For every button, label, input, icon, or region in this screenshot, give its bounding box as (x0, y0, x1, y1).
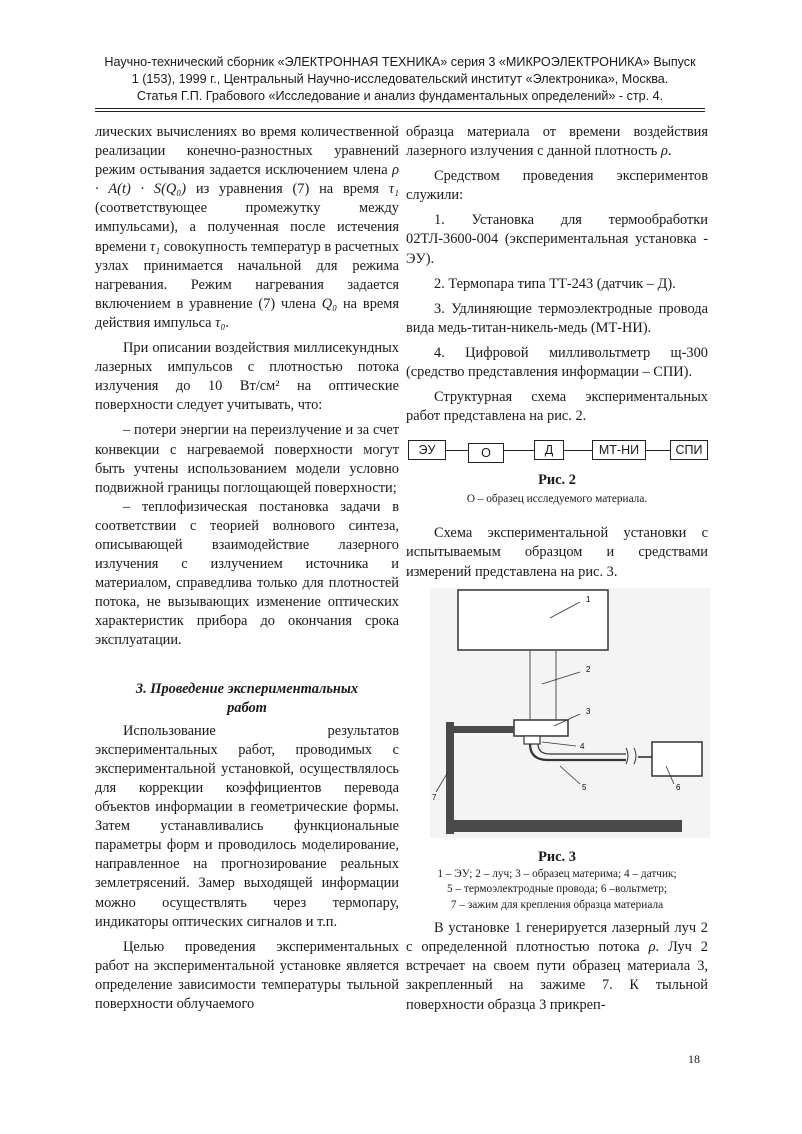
sensor-block (524, 736, 540, 744)
clamp-post (446, 722, 454, 834)
text-run: на время действия импульса (95, 295, 399, 331)
running-header (80, 54, 720, 105)
figure-3-photo (430, 588, 710, 838)
left-paragraph-5: Использование результатов экспериментальных работ, проводимых с экспериментальной установкой, осуществлялось для коррекции коэффициентов перевода объектов информации в геометрические формы. Затем устанавливались функциональные параметры форм и проводилось моделирование, направленное на прогнозирование реальных землетрясений. Замер выходящей информации можно осуществлять через термопару, индикаторы оптических сигналов и т.п. (95, 722, 399, 930)
symbol-tau1: τ₁ (388, 181, 399, 198)
left-paragraph-6: Целью проведения экспериментальных работ на экспериментальной установке является определение зависимости температуры тыльной поверхности облучаемого (95, 938, 399, 1013)
left-paragraph-4: – теплофизическая постановка задачи в соответствии с теорией волнового синтеза, описывающей взаимодействие лазерного излучения с излучением источника и материалом, справедлива только для плотностей потока, не вызывающих изменение оптических характеристик прибора до окончания срока эксплуатации. (95, 498, 399, 649)
figure-3-label-3: 3 (586, 706, 591, 716)
left-paragraph-2: При описании воздействия миллисекундных лазерных импульсов с плотностью потока излучения до 10 Вт/см² на оптические поверхности следует учитывать, что: (95, 340, 399, 414)
figure-3-label-2: 2 (586, 664, 591, 674)
scheme-connector (504, 450, 534, 451)
right-paragraph-3: 1. Установка для термообработки 02ТЛ-3600-004 (экспериментальная установка - ЭУ). (406, 212, 708, 267)
scheme-connector (446, 450, 468, 451)
sample-block (514, 720, 568, 736)
text-run: образца материала от времени воздействия лазерного излучения с данной плотность (406, 124, 708, 160)
right-paragraph-2: Средством проведения экспериментов служили: (406, 168, 708, 204)
scheme-block-eu: ЭУ (408, 440, 446, 460)
right-paragraph-6: 4. Цифровой милливольтметр щ-300 (средство представления информации – СПИ). (406, 344, 708, 381)
clamp-arm (454, 726, 514, 733)
voltmeter-box (652, 742, 702, 776)
scheme-block-d: Д (534, 440, 564, 460)
figure-3-label-7: 7 (432, 792, 437, 802)
symbol-tau0: τ₀ (215, 314, 226, 331)
header-rule-top (95, 108, 705, 109)
figure-3-caption-line: 7 – зажим для крепления образца материала (450, 898, 664, 911)
text-run: . (225, 314, 229, 331)
text-run: совокупность температур в расчетных узлах принимается начальной для режима нагревания. Режим нагревания задается включением в уравнение (7) члена (95, 238, 399, 312)
figure-3-label-5: 5 (582, 782, 587, 792)
right-paragraph-8: Схема экспериментальной установки с испытываемым образцом и средствами измерений представлена на рис. 3. (406, 525, 708, 580)
right-paragraph-9 (406, 919, 708, 1014)
header-line-1: Научно-технический сборник «ЭЛЕКТРОННАЯ ТЕХНИКА» серия 3 «МИКРОЭЛЕКТРОНИКА» Выпуск (104, 55, 696, 69)
page-number: 18 (688, 1052, 700, 1066)
scheme-connector (646, 450, 670, 451)
figure-2-caption: О – образец исследуемого материала. (466, 493, 648, 506)
left-column (95, 123, 399, 1014)
symbol-tau1: τ₁ (149, 238, 161, 255)
text-run: (соответствующее промежутку между импульсами), а полученная после истечения времени (95, 200, 399, 255)
figure-3-title: Рис. 3 (538, 848, 576, 865)
header-rule-bottom (95, 111, 705, 112)
structural-scheme (406, 434, 708, 506)
text-run: . Луч 2 встречает на своем пути образец материала 3, закрепленный на зажиме 7. К тыльной поверхности образца 3 прикреп- (406, 939, 708, 1013)
header-line-2: 1 (153), 1999 г., Центральный Научно-исследовательский институт «Электроника», Москва. (131, 72, 669, 86)
figure-3-label-4: 4 (580, 741, 585, 751)
right-paragraph-5: 3. Удлиняющие термоэлектродные провода вида медь-титан-никель-медь (МТ-НИ). (406, 300, 708, 336)
text-run: . (667, 143, 672, 160)
symbol-rho: ρ (660, 143, 668, 160)
text-run: из уравнения (7) на время (186, 181, 389, 198)
base-plate (446, 820, 682, 832)
right-paragraph-4: 2. Термопара типа ТТ-243 (датчик – Д). (434, 275, 676, 292)
text-run: В установке 1 генерируется лазерный луч 2 с определенной плотностью потока (406, 920, 708, 956)
section-title-line-1: 3. Проведение экспериментальных (135, 680, 359, 697)
figure-3-caption (406, 867, 708, 914)
scheme-block-spi: СПИ (670, 440, 708, 460)
symbol-rho: ρ (648, 939, 656, 956)
left-paragraph-1 (95, 123, 399, 333)
figure-2-title: Рис. 2 (538, 472, 576, 489)
right-paragraph-7: Структурная схема экспериментальных работ представлена на рис. 2. (406, 389, 708, 425)
figure-3-label-6: 6 (676, 782, 681, 792)
header-line-3: Статья Г.П. Грабового «Исследование и анализ фундаментальных определений» - стр. 4. (136, 89, 664, 103)
left-paragraph-3: – потери энергии на переизлучение и за счет конвекции с нагреваемой поверхности могут быть учтены использованием модели условно подвижной границы поглощающей поверхности; (95, 422, 399, 496)
scheme-block-o: О (468, 443, 504, 463)
figure-3-caption-line: 1 – ЭУ; 2 – луч; 3 – образец материма; 4 – датчик; (437, 867, 677, 880)
figure-2-caption-block (406, 471, 708, 508)
scheme-block-mt-ni: МТ-НИ (592, 440, 646, 460)
section-title (95, 680, 399, 718)
text-run: лических вычислениях во время количественной реализации конечно-разностных уравнений режим остывания задается исключением члена (95, 124, 399, 179)
right-column (406, 123, 708, 1015)
formula-rho-a-s: ρ · A(t) · S(Q₀) (95, 162, 399, 198)
right-paragraph-1 (406, 123, 708, 161)
figure-3-caption-line: 5 – термоэлектродные провода; 6 –вольтметр; (446, 883, 668, 896)
symbol-q0: Q₀ (321, 295, 338, 312)
figure-3-label-1: 1 (586, 594, 591, 604)
scheme-connector (564, 450, 592, 451)
section-title-line-2: работ (227, 699, 267, 716)
